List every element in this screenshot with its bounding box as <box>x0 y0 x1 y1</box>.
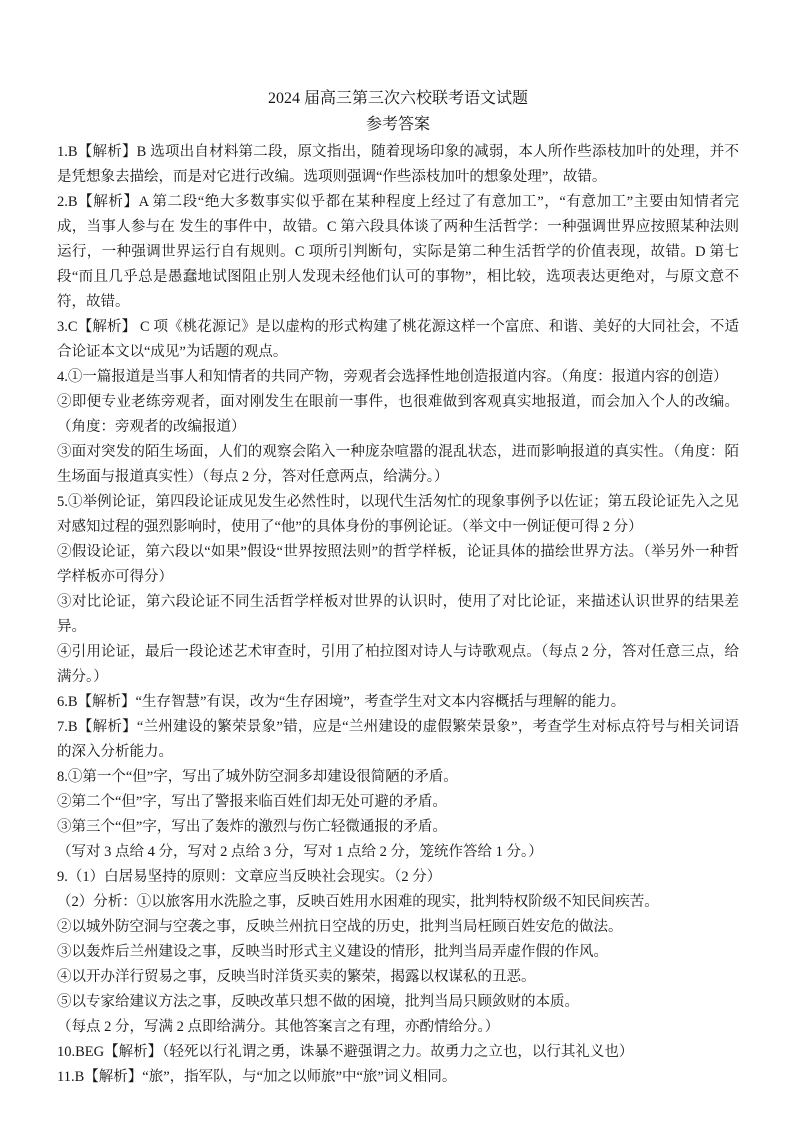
answer-item-9-part-2-point-3: ③以轰炸后兰州建设之事，反映当时形式主义建设的情形，批判当局弄虚作假的作风。 <box>57 944 608 960</box>
answer-item-9-part-2-point-5: ⑤以专家给建议方法之事，反映改革只想不做的困境，批判当局只顾敛财的本质。 <box>57 994 579 1010</box>
answer-item-8-point-1: 8.①第一个“但”字，写出了城外防空洞多却建设很简陋的矛盾。 <box>57 769 458 785</box>
answer-item-8-point-3: ③第三个“但”字，写出了轰炸的激烈与伤亡轻微通报的矛盾。 <box>57 819 447 835</box>
document-title: 2024 届高三第三次六校联考语文试题 <box>267 90 528 107</box>
answer-item-4-point-1: 4.①一篇报道是当事人和知情者的共同产物，旁观者会选择性地创造报道内容。（角度：报道内容的创造） <box>57 369 728 385</box>
answer-item-9-scoring-note: （每点 2 分，写满 2 点即给满分。其他答案言之有理，亦酌情给分。） <box>57 1019 500 1035</box>
answer-key-body <box>57 140 739 1090</box>
answer-item-6: 6.B【解析】“生存智慧”有误，改为“生存困境”，考查学生对文本内容概括与理解的能力。 <box>57 694 626 710</box>
answer-item-5-point-3: ③对比论证，第六段论证不同生活哲学样板对世界的认识时，使用了对比论证，来描述认识世界的结果差异。 <box>57 594 739 635</box>
answer-item-10: 10.BEG【解析】（轻死以行礼谓之勇，诛暴不避强谓之力。故勇力之立也，以行其礼义也） <box>57 1044 634 1060</box>
answer-item-1: 1.B【解析】B 选项出自材料第二段，原文指出，随着现场印象的减弱，本人所作些添枝加叶的处理，并不是凭想象去描绘，而是对它进行改编。选项则强调“作些添枝加叶的想象处理”，故错。 <box>57 144 739 185</box>
answer-item-4-point-3: ③面对突发的陌生场面，人们的观察会陷入一种庞杂喧嚣的混乱状态，进而影响报道的真实性。（角度：陌生场面与报道真实性）（每点 2 分，答对任意两点，给满分。） <box>57 444 739 485</box>
answer-item-8-scoring-note: （写对 3 点给 4 分，写对 2 点给 3 分，写对 1 点给 2 分，笼统作答给 1 分。） <box>57 844 543 860</box>
answer-item-11: 11.B【解析】“旅”，指军队，与“加之以师旅”中“旅”词义相同。 <box>57 1069 457 1085</box>
answer-item-5-point-1: 5.①举例论证，第四段论证成见发生必然性时，以现代生活匆忙的现象事例予以佐证；第五段论证先入之见对感知过程的强烈影响时，使用了“他”的具体身份的事例论证。（举文中一例证便可得 2 分） <box>57 494 739 535</box>
answer-item-5-point-2: ②假设论证，第六段以“如果”假设“世界按照法则”的哲学样板，论证具体的描绘世界方法。（举另外一种哲学样板亦可得分） <box>57 544 739 585</box>
answer-item-5-point-4: ④引用论证，最后一段论述艺术审查时，引用了柏拉图对诗人与诗歌观点。（每点 2 分，答对任意三点，给满分。） <box>57 644 739 685</box>
answer-item-8-point-2: ②第二个“但”字，写出了警报来临百姓们却无处可避的矛盾。 <box>57 794 447 810</box>
answer-item-9-part-2-point-2: ②以城外防空洞与空袭之事，反映兰州抗日空战的历史，批判当局枉顾百姓安危的做法。 <box>57 919 623 935</box>
answer-item-2: 2.B【解析】A 第二段“绝大多数事实似乎都在某种程度上经过了有意加工”，“有意加工”主要由知情者完成，当事人参与在 发生的事件中，故错。C 第六段具体谈了两种生活哲学：一种强调世界应按照某种法则运行，一种强调世界运行自有规则。C 项所引判断句，实际是第二种生活哲学的价值表现，故错。D 第七段“而且几乎总是愚蠢地试图阻止别人发现未经他们认可的事物”，相比较，选项表达更绝对，与原文意不符，故错。 <box>57 194 739 310</box>
answer-item-9-part-2-point-4: ④以开办洋行贸易之事，反映当时洋货买卖的繁荣，揭露以权谋私的丑恶。 <box>57 969 536 985</box>
answer-item-7: 7.B【解析】“兰州建设的繁荣景象”错，应是“兰州建设的虚假繁荣景象”，考查学生对标点符号与相关词语的深入分析能力。 <box>57 719 739 760</box>
answer-item-3: 3.C【解析】 C 项《桃花源记》是以虚构的形式构建了桃花源这样一个富庶、和谐、美好的大同社会，不适合论证本文以“成见”为话题的观点。 <box>57 319 739 360</box>
answer-item-4-point-2: ②即便专业老练旁观者，面对刚发生在眼前一事件，也很难做到客观真实地报道，而会加入个人的改编。（角度：旁观者的改编报道） <box>57 394 739 435</box>
document-subtitle: 参考答案 <box>365 116 430 133</box>
answer-item-9-part-2-point-1: （2）分析：①以旅客用水洗脸之事，反映百姓用水困难的现实，批判特权阶级不知民间疾苦。 <box>57 894 659 910</box>
answer-item-9-part-1: 9.（1）白居易坚持的原则：文章应当反映社会现实。（2 分） <box>57 869 442 885</box>
